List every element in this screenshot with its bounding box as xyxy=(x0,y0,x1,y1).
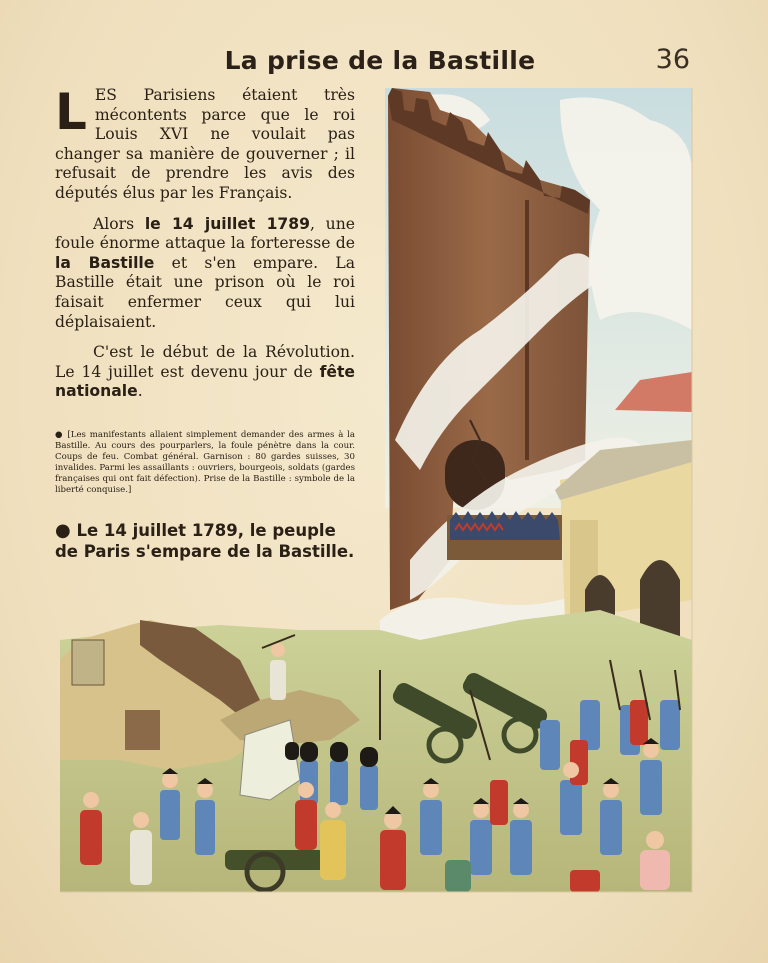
date-highlight: le 14 juillet 1789 xyxy=(144,214,310,233)
p2-e: et s'en empare. La Bastille était une prison où le roi faisait enfermer ceux qui lui déplaisaient. xyxy=(55,253,356,331)
caption-date: Le 14 juillet 1789 xyxy=(76,520,238,540)
p2-c: , une foule énorme attaque la forteresse de xyxy=(55,214,355,253)
teacher-note-text: [Les manifestants allaient simplement demander des armes à la Bastille. Au cours des pourparlers, la foule pénètre dans la cour. Coups de feu. Combat général. Garnison : 80 gardes suisses, 30 invalides. Parmi les assaillants : ouvriers, bourgeois, soldats (gardes françaises qui ont fait défection). Prise de la Bastille : symbole de la liberté conquise.] xyxy=(55,429,355,495)
p3-c: . xyxy=(137,382,143,401)
teacher-note xyxy=(55,430,355,496)
drawbridge-crowd xyxy=(447,511,562,560)
paragraph-intro-text: ES Parisiens étaient très mécontents parce que le roi Louis XVI ne voulait pas changer sa manière de gouverner ; il refusait de prendre les avis des députés élus par les Français. xyxy=(55,86,355,202)
p3-a: C'est le début de la Révolution. Le 14 juillet est devenu jour de xyxy=(55,343,355,381)
caption-bullet-icon: ● xyxy=(55,519,71,541)
page-title: La prise de la Bastille xyxy=(224,46,536,75)
paragraph-intro xyxy=(55,83,355,204)
page-number: 36 xyxy=(655,44,690,75)
illustration-caption xyxy=(55,520,355,562)
bastille-highlight: la Bastille xyxy=(55,253,155,272)
p2-a: Alors xyxy=(93,214,145,233)
paragraph-revolution xyxy=(55,343,355,402)
drop-cap: L xyxy=(55,83,87,141)
paragraph-events xyxy=(55,215,355,333)
note-bullet-icon: ● xyxy=(55,429,64,440)
text-column xyxy=(55,83,356,573)
caption-text: , le peuple de Paris s'empare de la Bastille. xyxy=(55,520,355,561)
national-holiday-highlight: fête nationale xyxy=(55,362,355,401)
